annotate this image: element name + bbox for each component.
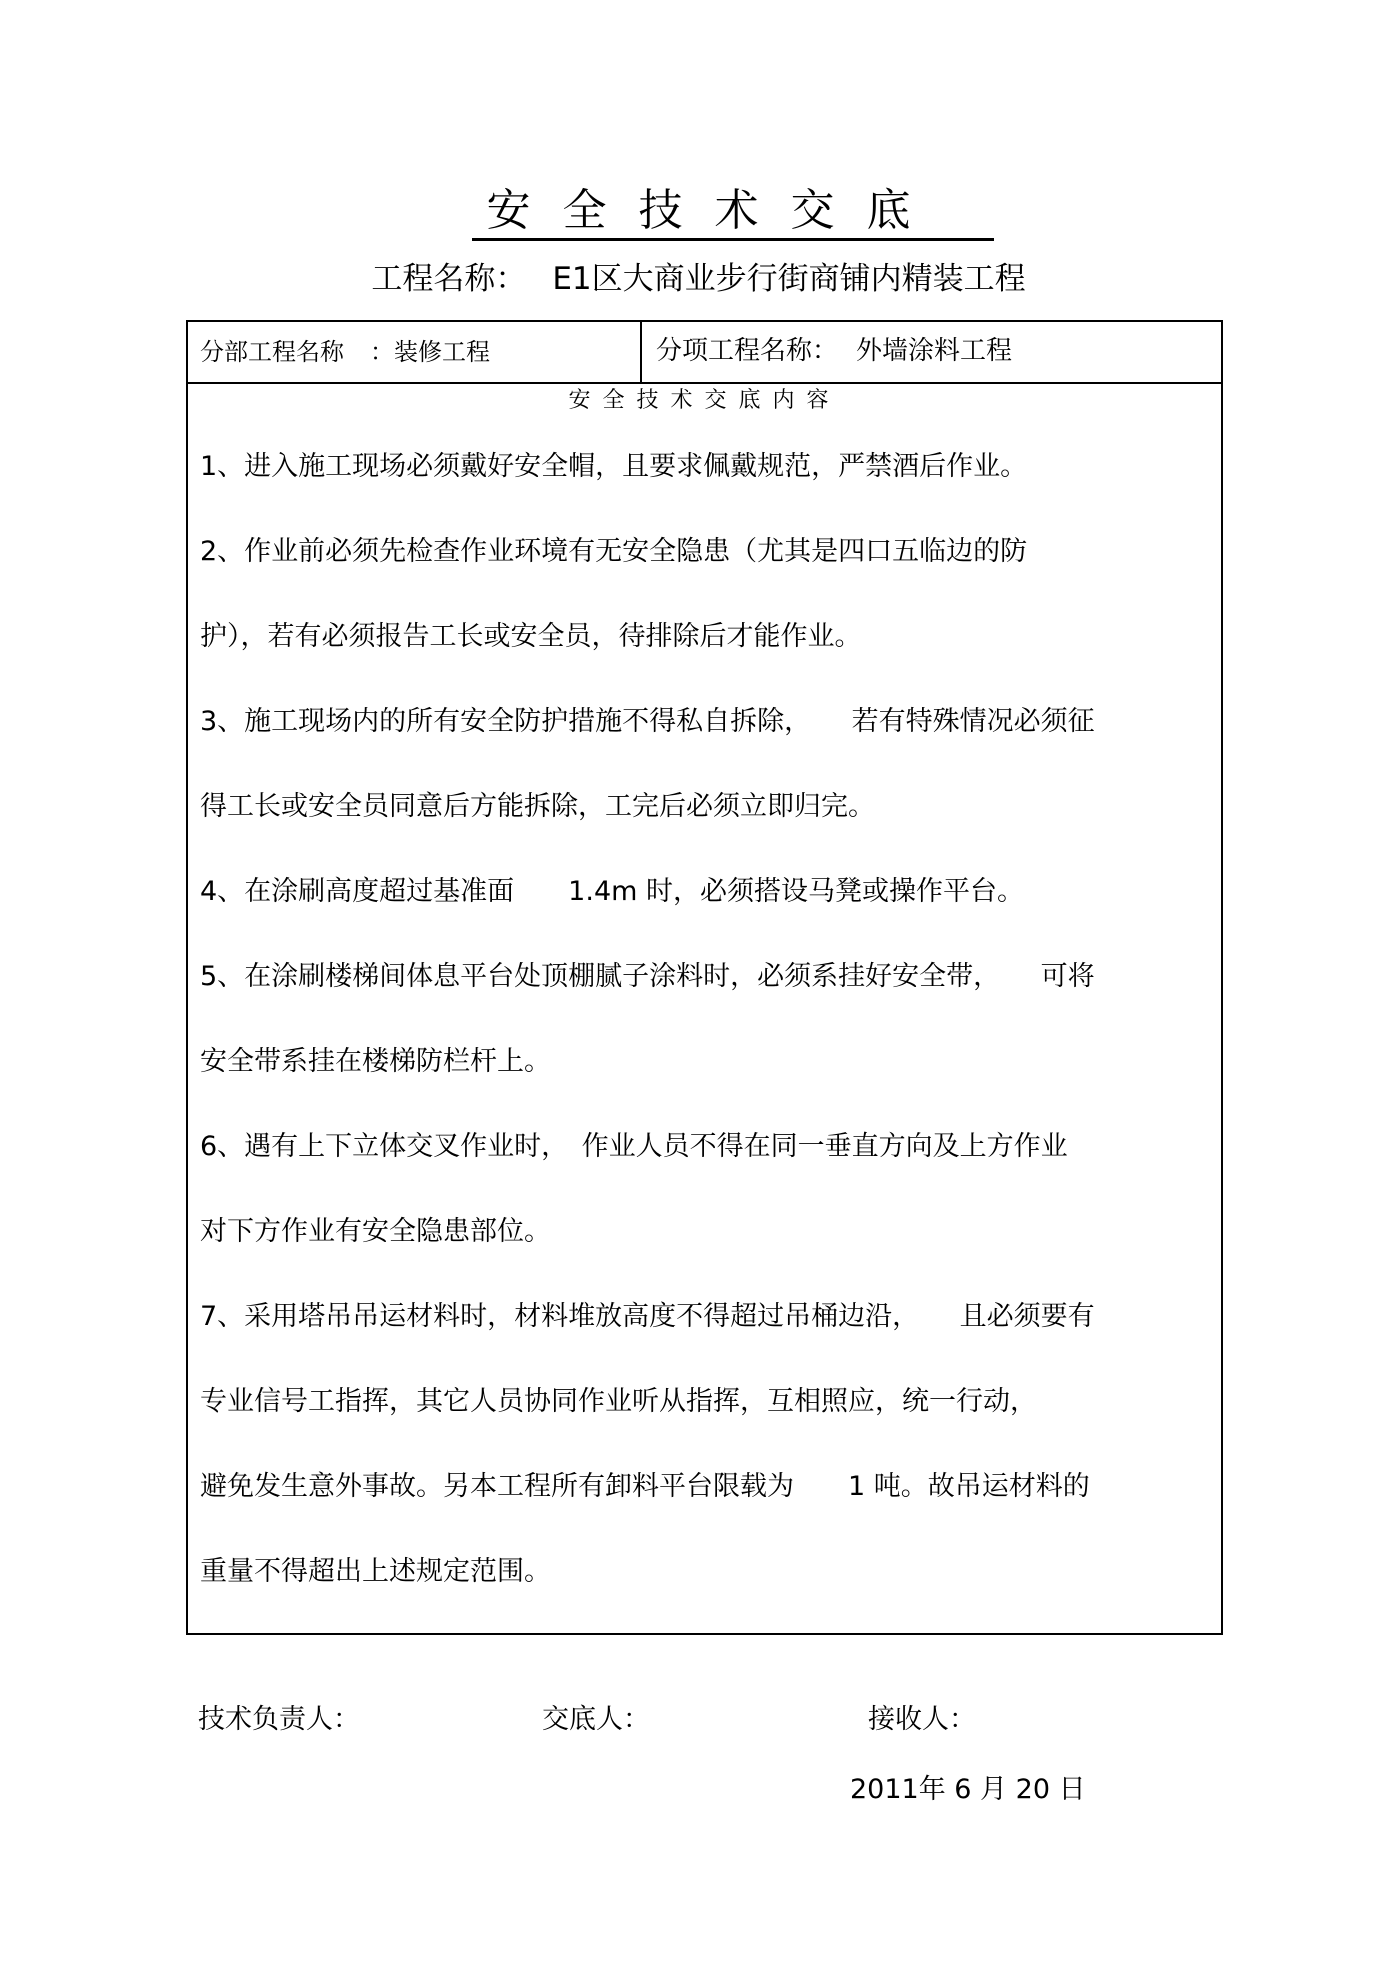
content-line: 4、在涂刷高度超过基准面 1.4m 时，必须搭设马凳或操作平台。	[200, 876, 1024, 907]
project-name-label: 工程名称：	[371, 261, 527, 297]
division-label: 分部工程名称	[200, 338, 344, 366]
presenter-signature-label: 交底人：	[542, 1704, 650, 1735]
content-line: 6、遇有上下立体交叉作业时， 作业人员不得在同一垂直方向及上方作业	[200, 1131, 1068, 1162]
content-line: 7、采用塔吊吊运材料时，材料堆放高度不得超过吊桶边沿， 且必须要有	[200, 1301, 1095, 1332]
division-cell	[200, 334, 490, 370]
content-line: 安全带系挂在楼梯防栏杆上。	[200, 1046, 551, 1077]
content-line: 护），若有必须报告工长或安全员，待排除后才能作业。	[200, 621, 862, 652]
content-heading: 安全技术交底内容	[568, 388, 841, 413]
project-name-line	[0, 257, 1397, 301]
document-date: 2011年 6 月 20 日	[850, 1774, 1086, 1805]
header-divider	[640, 322, 642, 382]
division-value: ：装修工程	[370, 338, 490, 366]
content-line: 对下方作业有安全隐患部位。	[200, 1216, 551, 1247]
title-underline	[472, 238, 994, 241]
content-line: 1、进入施工现场必须戴好安全帽，且要求佩戴规范，严禁酒后作业。	[200, 451, 1028, 482]
subitem-value: 外墙涂料工程	[856, 336, 1013, 366]
content-line: 得工长或安全员同意后方能拆除，工完后必须立即归完。	[200, 791, 875, 822]
content-line: 5、在涂刷楼梯间体息平台处顶棚腻子涂料时，必须系挂好安全带， 可将	[200, 961, 1095, 992]
disclosure-table	[186, 320, 1223, 1635]
subitem-cell	[656, 332, 1012, 370]
receiver-signature-label: 接收人：	[868, 1704, 976, 1735]
content-line: 专业信号工指挥，其它人员协同作业听从指挥，互相照应，统一行动，	[200, 1386, 1037, 1417]
content-line: 重量不得超出上述规定范围。	[200, 1556, 551, 1587]
content-line: 2、作业前必须先检查作业环境有无安全隐患（尤其是四口五临边的防	[200, 536, 1028, 567]
table-header-row	[188, 322, 1221, 384]
project-name-value: E1区大商业步行街商铺内精装工程	[552, 261, 1026, 297]
content-line: 避免发生意外事故。另本工程所有卸料平台限载为 1 吨。故吊运材料的	[200, 1471, 1090, 1502]
content-line: 3、施工现场内的所有安全防护措施不得私自拆除， 若有特殊情况必须征	[200, 706, 1095, 737]
tech-lead-signature-label: 技术负责人：	[198, 1704, 360, 1735]
document-title: 安全技术交底	[486, 185, 943, 236]
subitem-label: 分项工程名称：	[656, 336, 839, 366]
